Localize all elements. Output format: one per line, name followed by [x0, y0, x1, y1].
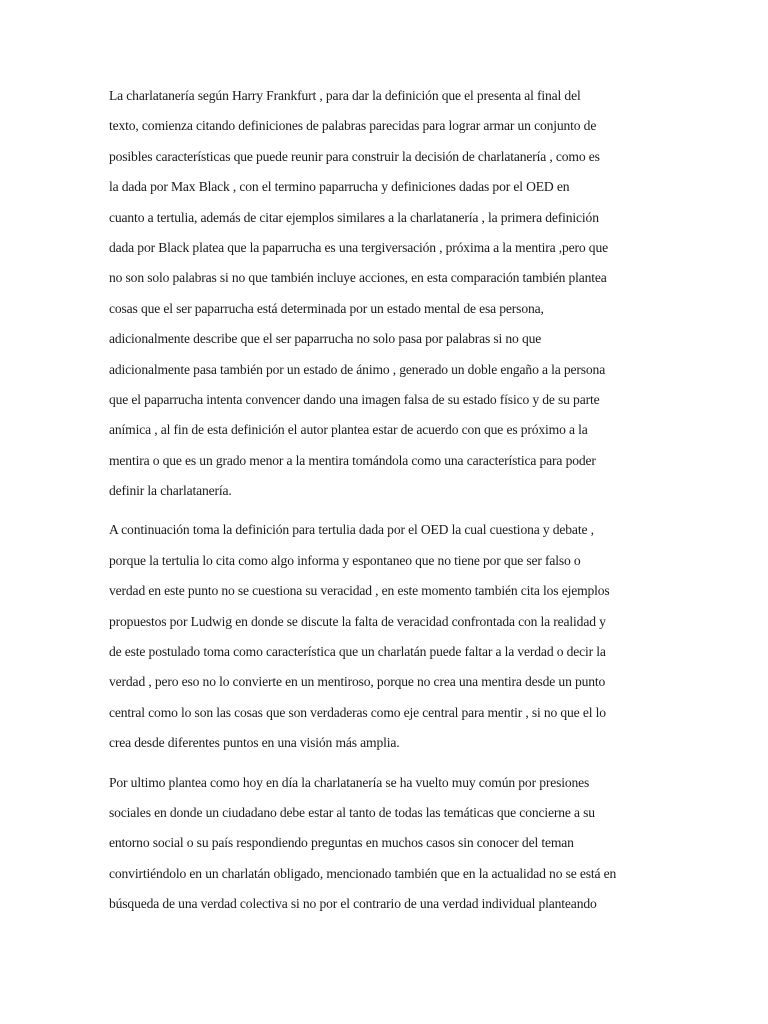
text-line: que el paparrucha intenta convencer dando una imagen falsa de su estado físico y de su parte: [109, 391, 600, 407]
text-line: dada por Black platea que la paparrucha es una tergiversación , próxima a la mentira ,pero que: [109, 239, 608, 255]
text-line: no son solo palabras si no que también incluye acciones, en esta comparación también plantea: [109, 270, 607, 286]
paragraph-3: [109, 768, 661, 920]
text-line: búsqueda de una verdad colectiva si no por el contrario de una verdad individual planteando: [109, 896, 597, 912]
text-line: de este postulado toma como característica que un charlatán puede faltar a la verdad o decir la: [109, 644, 606, 660]
text-line: porque la tertulia lo cita como algo informa y espontaneo que no tiene por que ser falso o: [109, 552, 581, 568]
text-line: La charlatanería según Harry Frankfurt , para dar la definición que el presenta al final del: [109, 88, 581, 103]
text-line: adicionalmente pasa también por un estado de ánimo , generado un doble engaño a la persona: [109, 361, 606, 377]
text-line: la dada por Max Black , con el termino paparrucha y definiciones dadas por el OED en: [109, 179, 570, 195]
text-line: anímica , al fin de esta definición el autor plantea estar de acuerdo con que es próximo a la: [109, 422, 588, 438]
text-line: Por ultimo plantea como hoy en día la charlatanería se ha vuelto muy común por presiones: [109, 774, 590, 790]
text-line: crea desde diferentes puntos en una visión más amplia.: [109, 735, 400, 751]
text-line: mentira o que es un grado menor a la mentira tomándola como una característica para poder: [109, 452, 596, 468]
text-line: convirtiéndolo en un charlatán obligado, mencionado también que en la actualidad no se está en: [109, 865, 617, 881]
text-line: texto, comienza citando definiciones de palabras parecidas para lograr armar un conjunto de: [109, 118, 597, 134]
text-line: cuanto a tertulia, además de citar ejemplos similares a la charlatanería , la primera definición: [109, 209, 599, 225]
paragraph-1: [109, 81, 661, 506]
paragraph-2: [109, 515, 661, 758]
text-line: definir la charlatanería.: [109, 483, 232, 499]
text-line: central como lo son las cosas que son verdaderas como eje central para mentir , si no que el lo: [109, 704, 606, 720]
document-body: [109, 81, 661, 929]
text-line: adicionalmente describe que el ser paparrucha no solo pasa por palabras si no que: [109, 331, 542, 347]
text-line: posibles características que puede reunir para construir la decisión de charlatanería , como es: [109, 148, 600, 164]
text-line: verdad , pero eso no lo convierte en un mentiroso, porque no crea una mentira desde un punto: [109, 674, 606, 690]
text-line: entorno social o su país respondiendo preguntas en muchos casos sin conocer del teman: [109, 835, 574, 851]
text-line: A continuación toma la definición para tertulia dada por el OED la cual cuestiona y debate ,: [109, 522, 594, 538]
text-line: cosas que el ser paparrucha está determinada por un estado mental de esa persona,: [109, 300, 544, 316]
text-line: verdad en este punto no se cuestiona su veracidad , en este momento también cita los ejemplos: [109, 583, 610, 599]
text-line: sociales en donde un ciudadano debe estar al tanto de todas las temáticas que concierne a su: [109, 804, 595, 820]
text-line: propuestos por Ludwig en donde se discute la falta de veracidad confrontada con la realidad y: [109, 613, 606, 629]
